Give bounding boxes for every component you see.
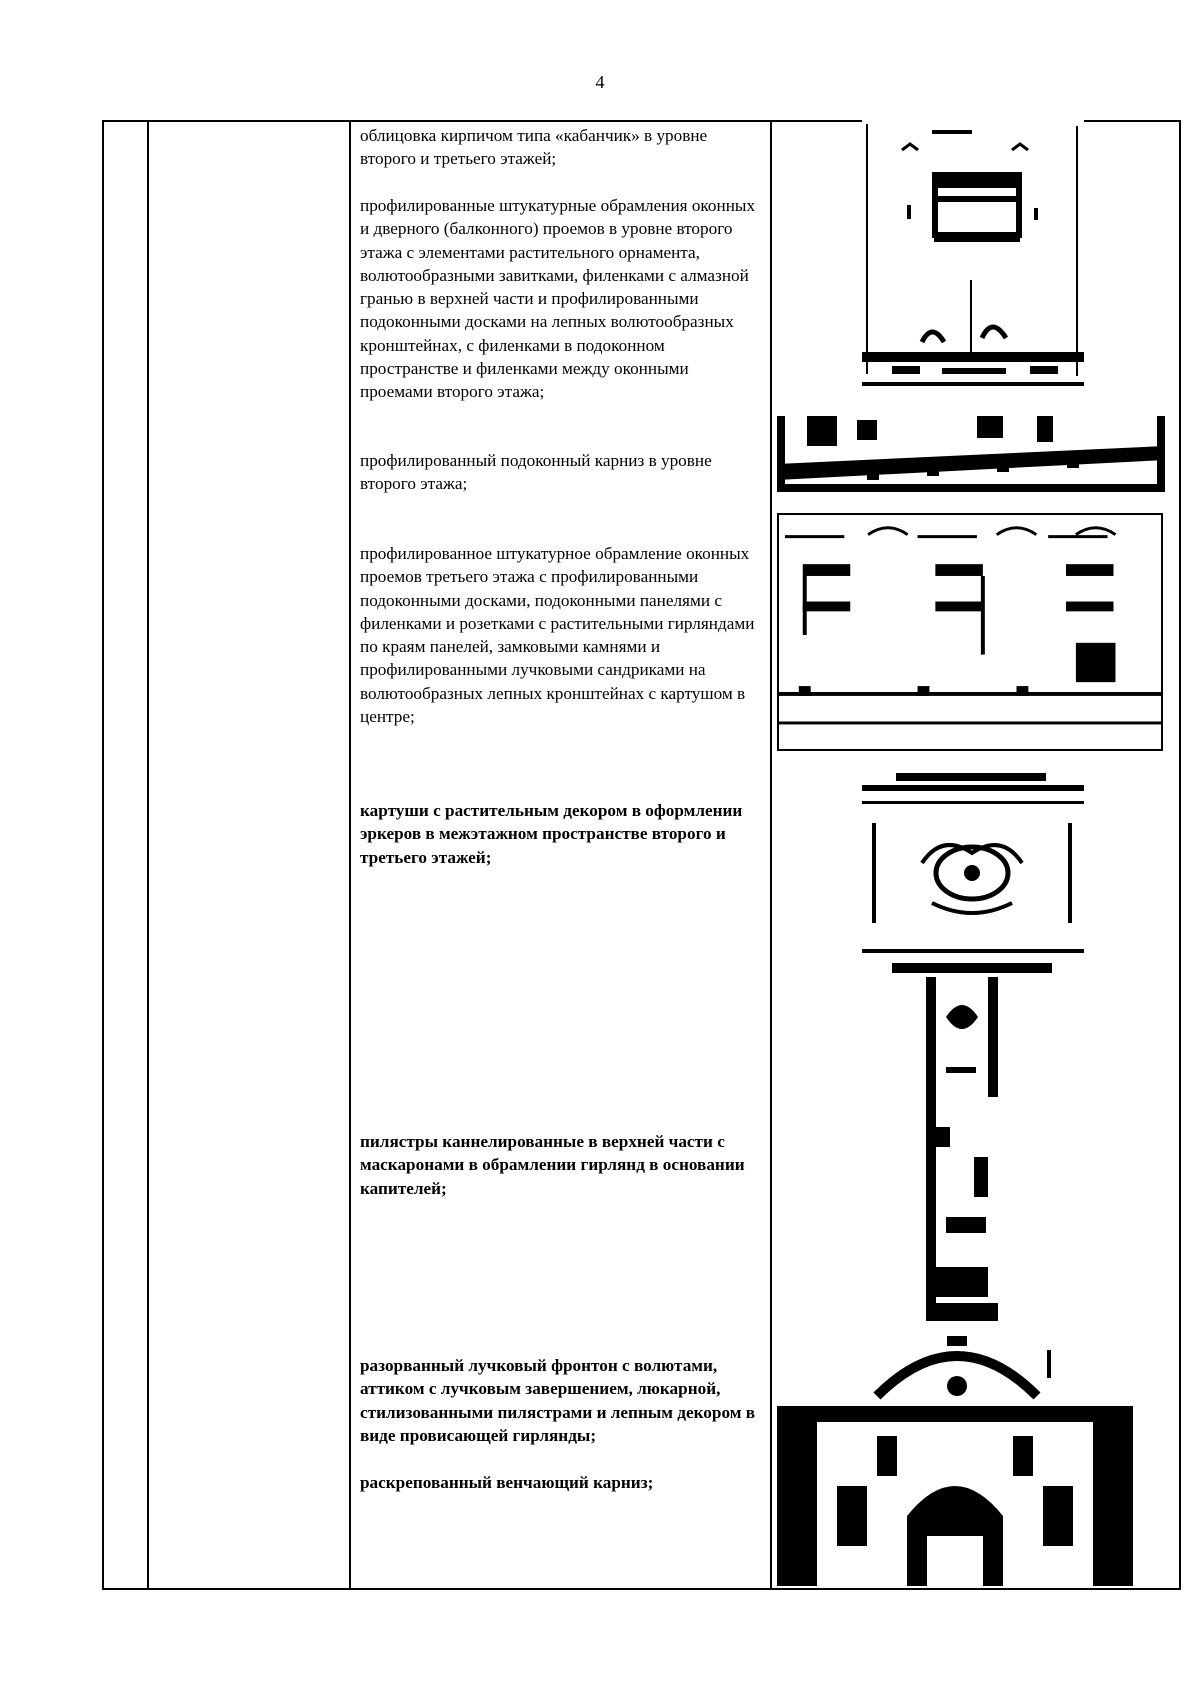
item-brick-cladding: облицовка кирпичом типа «кабанчик» в уровне второго и третьего этажей; bbox=[360, 126, 708, 169]
column-divider-1 bbox=[147, 120, 149, 1590]
photo-pediment bbox=[777, 1336, 1133, 1586]
item-pilasters: пилястры каннелированные в верхней части с маскаронами в обрамлении гирлянд в основании капителей; bbox=[360, 1132, 745, 1198]
photo-balcony-door-frame bbox=[862, 120, 1084, 396]
photo-third-floor-windows bbox=[777, 513, 1163, 751]
column-divider-3 bbox=[770, 120, 772, 1590]
item-second-floor-window-frames: профилированные штукатурные обрамления оконных и дверного (балконного) проемов в уровне второго этажа с элементами растительного орнамента, волютообразными завитками, филенками с алмазной гранью в верхней части и профилированными подоконными досками на лепных волютообразных кронштейнах, с филенками в подоконном пространстве и филенками между оконными проемами второго этажа; bbox=[360, 196, 756, 402]
item-sill-cornice: профилированный подоконный карниз в уровне второго этажа; bbox=[360, 451, 712, 494]
photo-sill-cornice bbox=[777, 416, 1165, 492]
photo-pilaster bbox=[926, 977, 998, 1321]
item-crowning-cornice: раскрепованный венчающий карниз; bbox=[360, 1473, 654, 1492]
item-third-floor-window-frames: профилированное штукатурное обрамление оконных проемов третьего этажа с профилированными подоконными досками, подоконными панелями с филенками и розетками с растительными гирляндами по краям панелей, замковыми камнями и профилированными лучковыми сандриками на волютообразных лепных кронштейнах с картушом в центре; bbox=[360, 544, 755, 727]
page-number: 4 bbox=[595, 72, 605, 92]
item-cartouches: картуши с растительным декором в оформлении эркеров в межэтажном пространстве второго и третьего этажей; bbox=[360, 801, 743, 867]
photo-cartouche bbox=[862, 773, 1084, 973]
item-broken-pediment: разорванный лучковый фронтон с волютами, аттиком с лучковым завершением, люкарной, стилизованными пилястрами и лепным декором в виде провисающей гирлянды; bbox=[360, 1356, 755, 1445]
column-divider-2 bbox=[349, 120, 351, 1590]
